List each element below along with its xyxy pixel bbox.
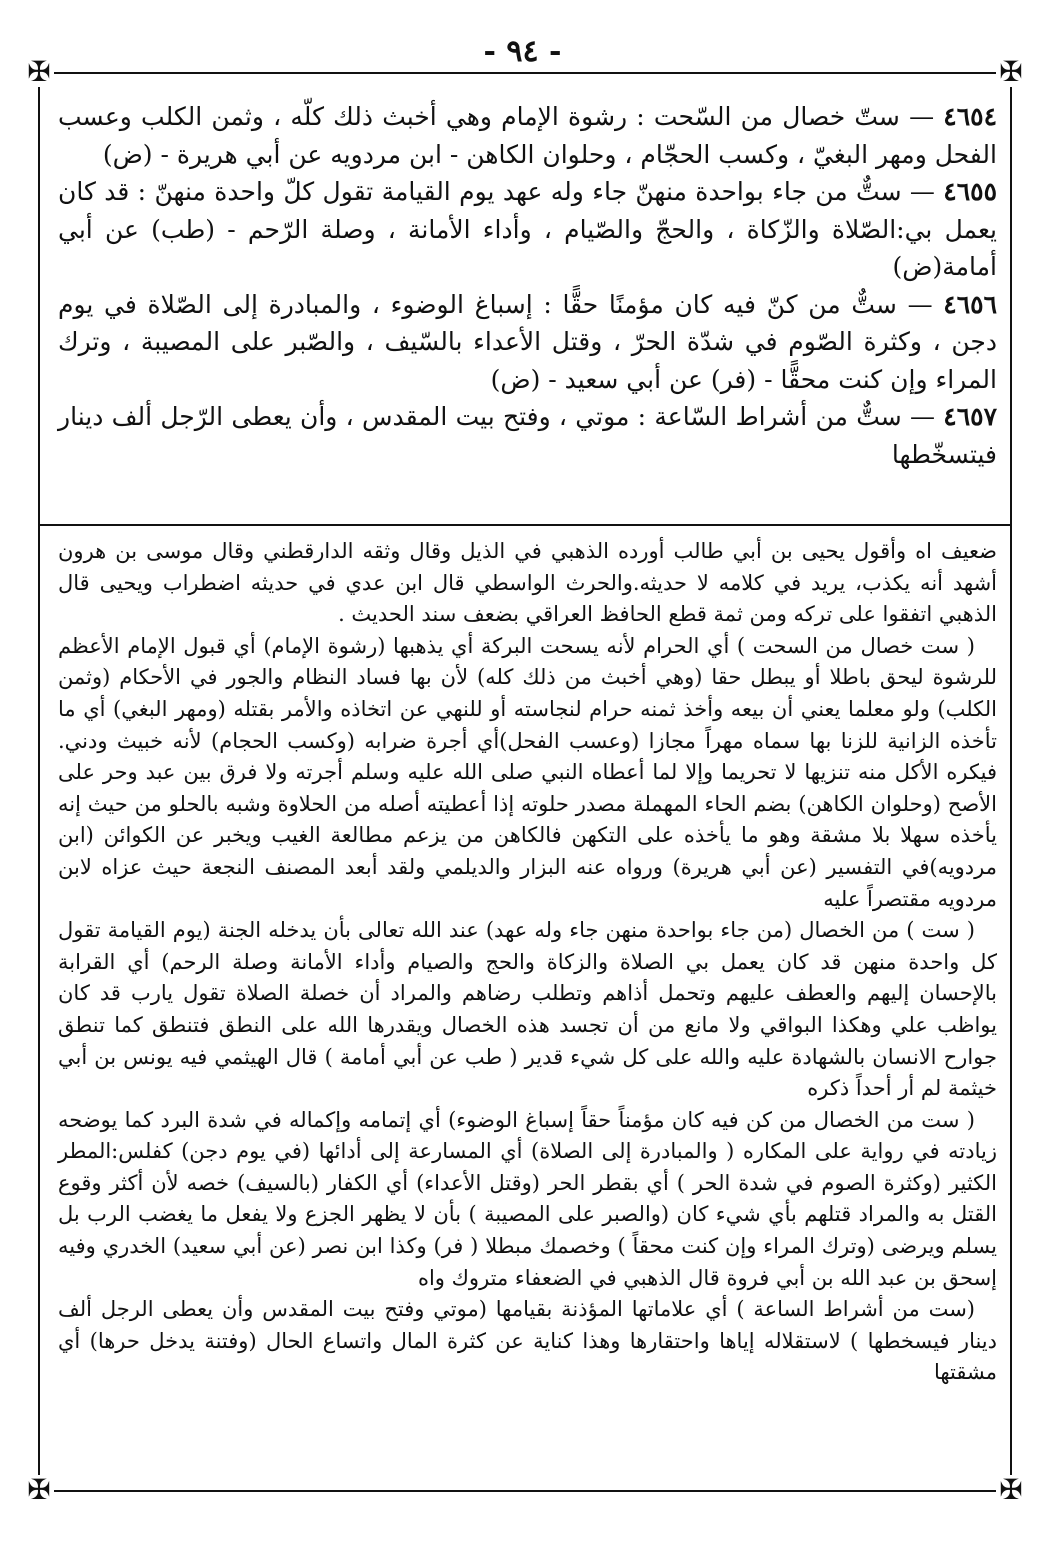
hadith-text: — ستٌّ من كنّ فيه كان مؤمنًا حقًّا : إسباغ الوضوء ، والمبادرة إلى الصّلاة في يوم دجن ، وكثرة الصّوم في شدّة الحرّ ، وقتل الأعداء بالسّيف ، والصّبر على المصيبة ، وترك المراء وإن كنت محقًّا - (فر) عن أبي سعيد - (ض) — [58, 289, 997, 394]
hadith-text: — ستّ خصال من السّحت : رشوة الإمام وهي أخبث ذلك كلّه ، وثمن الكلب وعسب الفحل ومهر البغيّ ، وكسب الحجّام ، وحلوان الكاهن - ابن مردويه عن أبي هريرة - (ض) — [58, 102, 997, 169]
frame-right-rule — [1010, 72, 1012, 1490]
page-number: - ٩٤ - — [483, 34, 562, 69]
corner-ornament-icon: ✠ — [996, 1475, 1026, 1505]
frame-top-rule — [38, 72, 1012, 74]
commentary-paragraph: (ست من أشراط الساعة ) أي علاماتها المؤذنة بقيامها (موتي وفتح بيت المقدس وأن يعطى الرجل ألف دينار فيسخطها ) لاستقلاله إياها واحتقارها وهذا كناية عن كثرة المال واتساع الحال (وفتنة يدخل حرها) أي مشقتها — [58, 1297, 997, 1385]
hadith-entry — [58, 173, 997, 286]
hadith-number: ٤٦٥٧ — [943, 402, 997, 431]
hadith-entry — [58, 286, 997, 399]
commentary-paragraph: ( ست ) من الخصال (من جاء بواحدة منهن جاء وله عهد) عند الله تعالى بأن يدخله الجنة (يوم القيامة تقول كل واحدة منهن قد كان يعمل بي الصلاة والزكاة والحج والصيام وأداء الأمانة وصلة الرحم) أي القرابة بالإحسان إليهم والعطف عليهم وتحمل أذاهم وتطلب رضاهم والمراد أن خصلة الصلاة تقول يارب قد كان يواظب علي وهكذا البواقي ولا مانع من أن تجسد هذه الخصال ويقدرها الله على النطق فتنطق كما تنطق جوارح الانسان بالشهادة عليه والله على كل شيء قدير ( طب عن أبي أمامة ) قال الهيثمي فيه يونس بن أبي خيثمة لم أر أحداً ذكره — [58, 918, 997, 1101]
hadith-text: — ستٌّ من جاء بواحدة منهنّ جاء وله عهد يوم القيامة تقول كلّ واحدة منهنّ : قد كان يعمل بي:الصّلاة والزّكاة ، والحجّ والصّيام ، وأداء الأمانة ، وصلة الرّحم - (طب) عن أبي أمامة(ض) — [58, 177, 997, 281]
commentary-section — [58, 536, 997, 1476]
commentary-paragraph: ضعيف اه وأقول يحيى بن أبي طالب أورده الذهبي في الذيل وقال وثقه الدارقطني وقال موسى بن هرون أشهد أنه يكذب، يريد في كلامه لا حديثه.والحرث الواسطي قال ابن عدي في حديثه اضطراب ويحيى قال الذهبي اتفقوا على تركه ومن ثمة قطع الحافظ العراقي بضعف سند الحديث . — [58, 539, 997, 627]
hadith-number: ٤٦٥٦ — [943, 289, 997, 319]
commentary-paragraph: ( ست من الخصال من كن فيه كان مؤمناً حقاً إسباغ الوضوء) أي إتمامه وإكماله في شدة البرد كما يوضحه زيادته في رواية على المكاره ( والمبادرة إلى الصلاة) أي المسارعة إلى أدائها (في يوم دجن) كفلس:المطر الكثير (وكثرة الصوم في شدة الحر ) أي بقطر الحر (وقتل الأعداء) أي الكفار (بالسيف) خصه لأن أكثر وقوع القتل به والمراد قتلهم بأي شيء كان (والصبر على المصيبة ) بأن لا يظهر الجزع ولا يفعل ما يغضب الرب بل يسلم ويرضى (وترك المراء وإن كنت محقاً ) وخصمك مبطلا ( فر) وكذا ابن نصر (عن أبي سعيد) الخدري وفيه إسحق بن عبد الله بن أبي فروة قال الذهبي في الضعفاء متروك واه — [58, 1107, 997, 1290]
hadith-number: ٤٦٥٥ — [943, 177, 997, 206]
frame-left-rule — [38, 72, 40, 1490]
frame-bottom-rule — [38, 1490, 1012, 1492]
hadith-entry — [58, 398, 997, 473]
corner-ornament-icon: ✠ — [24, 1475, 54, 1505]
hadith-text-section — [58, 98, 997, 518]
hadith-number: ٤٦٥٤ — [943, 102, 997, 131]
commentary-paragraph: ( ست خصال من السحت ) أي الحرام لأنه يسحت البركة أي يذهبها (رشوة الإمام) أي قبول الإمام الأعظم للرشوة ليحق باطلا أو يبطل حقا (وهي أخبث من ذلك كله) لأن بها فساد النظام والجور في الأحكام (وثمن الكلب) ولو معلما يعني أن بيعه وأخذ ثمنه حرام لنجاسته أو للنهي عن اتخاذه والأمر بقتله (ومهر البغي) أي ما تأخذه الزانية للزنا بها سماه مهراً مجازا (وعسب الفحل)أي أجرة ضرابه (وكسب الحجام) لأنه خبيث ودني. فيكره الأكل منه تنزيها لا تحريما وإلا لما أعطاه النبي صلى الله عليه وسلم أجرته ولا فرق بين عبد وحر على الأصح (وحلوان الكاهن) بضم الحاء المهملة مصدر حلوته إذا أعطيته أصله من الحلاوة وشبه بالحلو من حيث إنه يأخذه سهلا بلا مشقة وهو ما يأخذه على التكهن فالكاهن من يزعم مطالعة الغيب ويخبر عن الكوائن (ابن مردويه)في التفسير (عن أبي هريرة) ورواه عنه البزار والديلمي ولقد أبعد المصنف النجعة حيث عزاه لابن مردويه مقتصراً عليه — [58, 633, 997, 911]
section-divider — [40, 524, 1010, 526]
hadith-text: — ستٌّ من أشراط السّاعة : موتي ، وفتح بيت المقدس ، وأن يعطى الرّجل ألف دينار فيتسخّطها — [58, 402, 997, 469]
corner-ornament-icon: ✠ — [996, 57, 1026, 87]
hadith-entry — [58, 98, 997, 173]
corner-ornament-icon: ✠ — [24, 57, 54, 87]
